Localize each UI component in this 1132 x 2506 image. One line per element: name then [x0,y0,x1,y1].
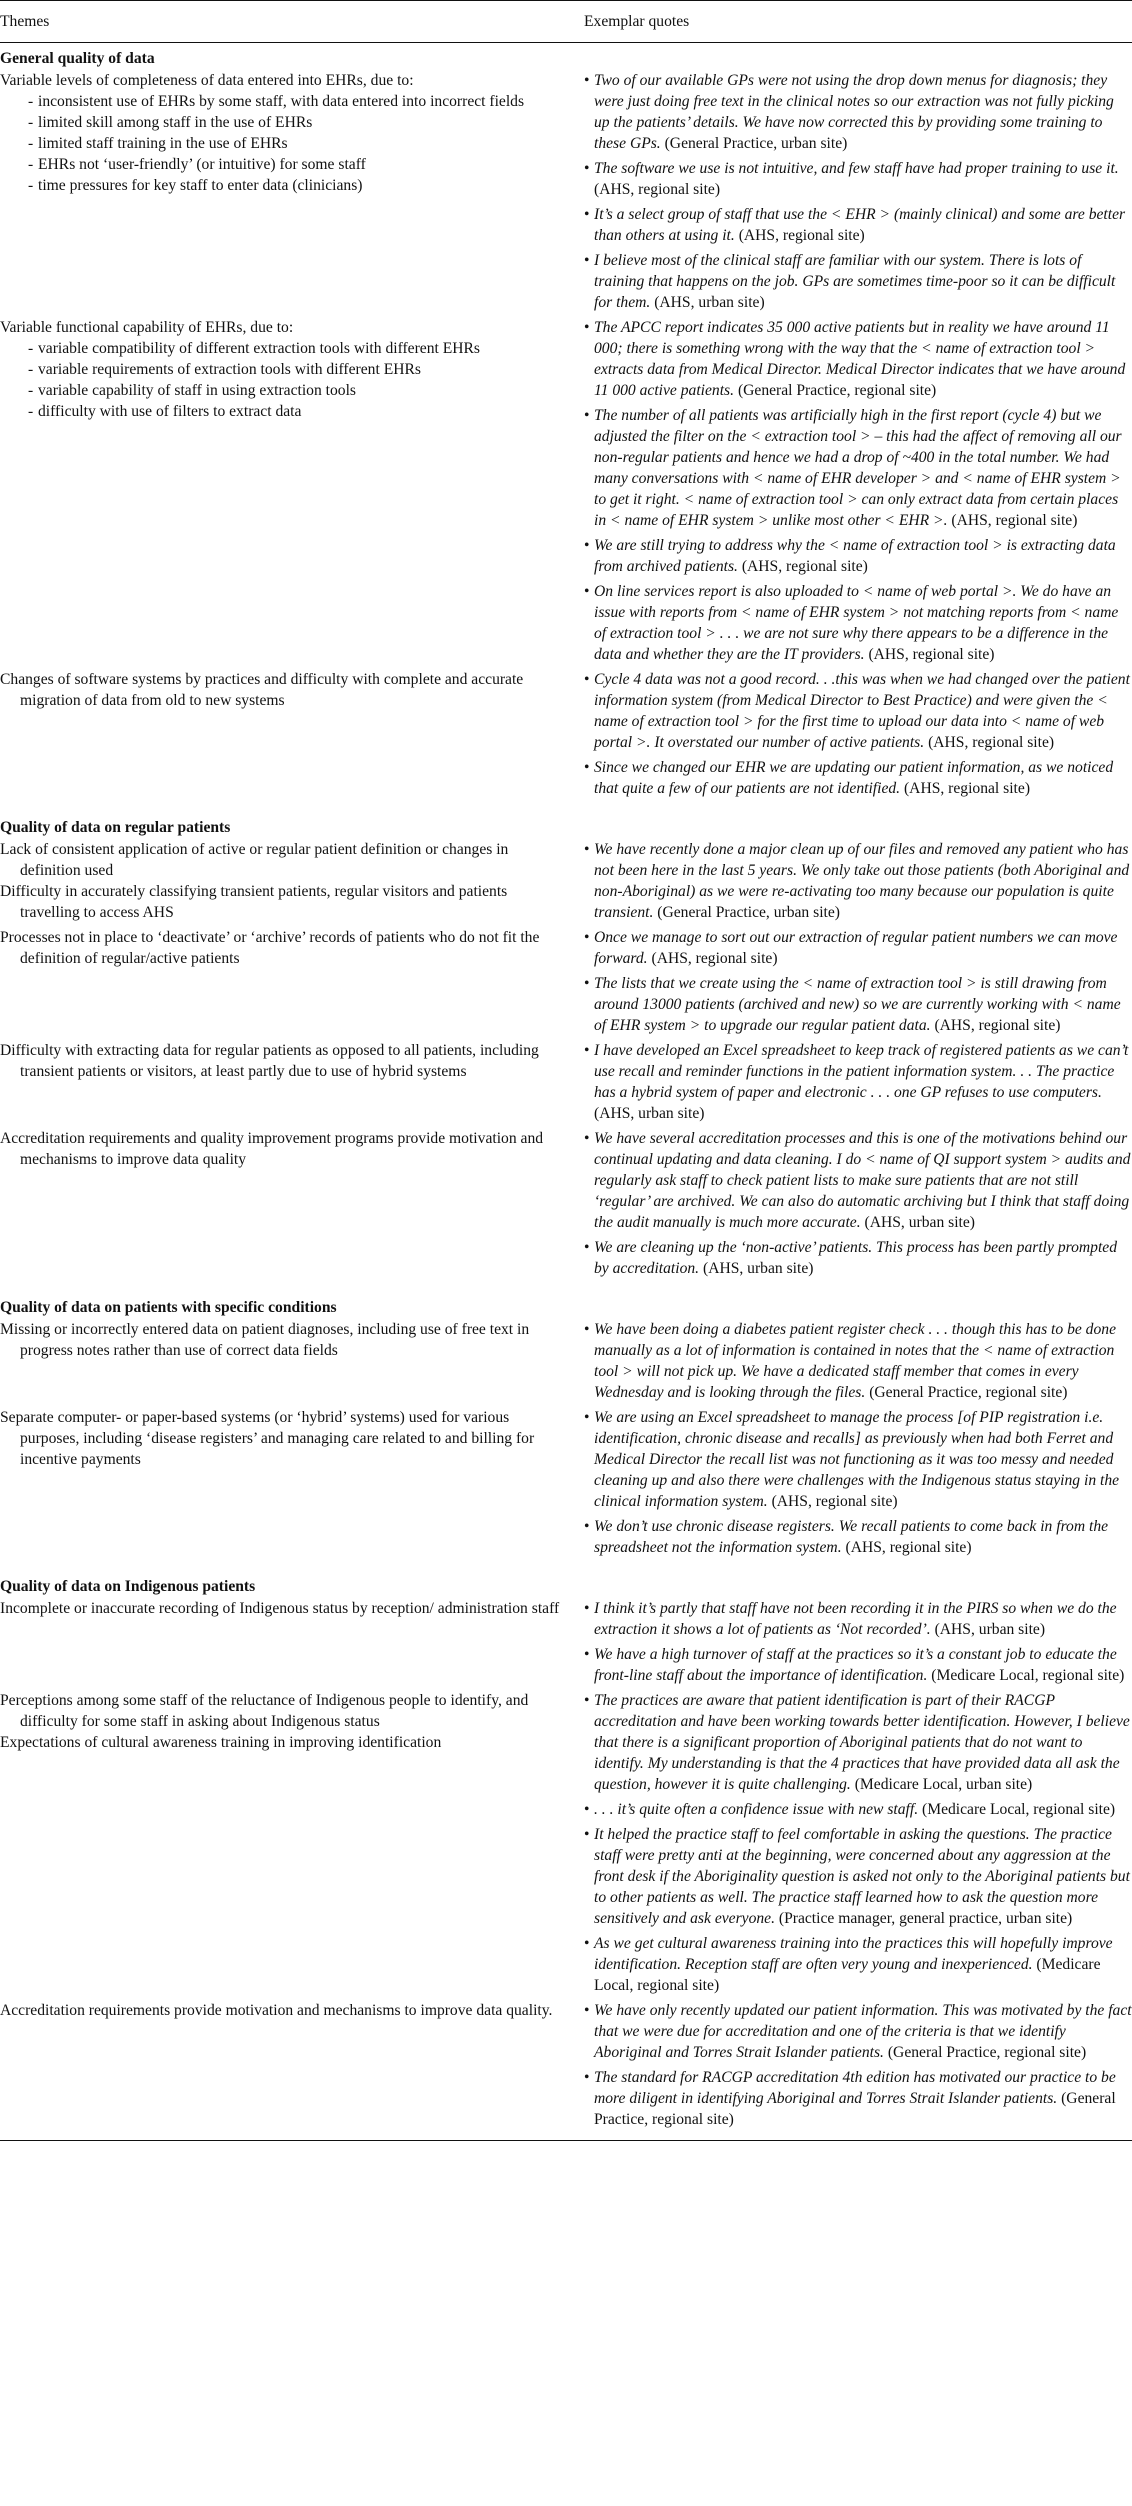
bullet-icon: • [584,1646,590,1663]
theme-subitem [0,91,570,112]
dash-marker: - [28,382,34,399]
dash-marker: - [28,340,34,357]
theme-row [0,1598,1132,1690]
theme-cell [0,2000,584,2134]
theme-row [0,1690,1132,2000]
theme-row [0,70,1132,317]
quote-source: (AHS, regional site) [651,950,778,967]
subitem-text: limited staff training in the use of EHRs [38,135,288,152]
theme-subitem [0,380,570,401]
dash-marker: - [28,403,34,420]
bullet-icon: • [584,160,590,177]
quote-text: The software we use is not intuitive, and few staff have had proper training to use it. [594,160,1119,177]
quote-source: (General Practice, regional site) [737,382,937,399]
theme-cell [0,1319,584,1407]
quote-source: (AHS, urban site) [934,1621,1046,1638]
quote-text: The lists that we create using the < name of extraction tool > is still drawing from around 13000 patients (archived and new) so we are currently working with < name of EHR system > to upgrade our regular patient data. [594,975,1121,1034]
bullet-icon: • [584,2069,590,2086]
quote-text: Cycle 4 data was not a good record. . .this was when we had changed over the patient information system (from Medical Director to Best Practice) and were given the < name of extraction tool > for the first time to upload our data into < name of web portal >. It overstated our number of active patients. [594,671,1130,751]
quote-source: (General Practice, regional site) [594,2090,1116,2128]
quotes-cell [584,317,1132,669]
theme-text: Processes not in place to ‘deactivate’ or ‘archive’ records of patients who do not fit the definition of regular/active patients [0,929,540,967]
exemplar-quote [584,535,1132,577]
dash-marker: - [28,361,34,378]
theme-text: Accreditation requirements provide motivation and mechanisms to improve data quality. [0,2002,553,2019]
theme-cell [0,1598,584,1690]
bullet-icon: • [584,72,590,89]
quote-text: We don’t use chronic disease registers. We recall patients to come back in from the spreadsheet not the information system. [594,1518,1109,1556]
quotes-cell [584,70,1132,317]
quote-source: (AHS, urban site) [703,1260,814,1277]
theme-subitem [0,154,570,175]
bullet-icon: • [584,1826,590,1843]
quote-source: (AHS, regional site) [934,1017,1061,1034]
subitem-text: variable requirements of extraction tools with different EHRs [38,361,421,378]
theme-text: Separate computer- or paper-based systems (or ‘hybrid’ systems) used for various purposes, including ‘disease registers’ and managing care related to and billing for incentive payments [0,1409,535,1468]
quote-source: (AHS, regional site) [738,227,865,244]
theme-subitem [0,338,570,359]
quotes-cell [584,1128,1132,1283]
quotes-cell [584,669,1132,803]
theme-text: Incomplete or inaccurate recording of Indigenous status by reception/ administration staff [0,1600,560,1617]
theme-cell [0,839,584,927]
bullet-icon: • [584,975,590,992]
quotes-cell [584,1407,1132,1562]
exemplar-quote [584,250,1132,313]
quote-text: We are using an Excel spreadsheet to manage the process [of PIP registration i.e. identification, chronic disease and recalls] as previously when had both Ferret and Medical Director the recall list was not functioning as it was too messy and needed cleaning up and also there were challenges with the Indigenous status staying in the clinical information system. [594,1409,1120,1510]
quote-text: We are cleaning up the ‘non-active’ patients. This process has been partly prompted by accreditation. [594,1239,1118,1277]
exemplar-quote [584,973,1132,1036]
quotes-cell [584,1598,1132,1690]
quote-source: (AHS, urban site) [654,294,765,311]
exemplar-quote [584,1040,1132,1124]
quote-source: (Medicare Local, regional site) [922,1801,1116,1818]
quote-source: (General Practice, urban site) [657,904,840,921]
bullet-icon: • [584,1935,590,1952]
exemplar-quote [584,317,1132,401]
header-themes: Themes [0,1,584,43]
quote-text: The standard for RACGP accreditation 4th edition has motivated our practice to be more diligent in identifying Aboriginal and Torres Strait Islander patients. [594,2069,1116,2107]
subitem-text: difficulty with use of filters to extract data [38,403,302,420]
table-bottom-rule [0,2134,1132,2141]
quote-source: (AHS, regional site) [845,1539,972,1556]
exemplar-quote [584,1824,1132,1929]
quote-source: (AHS, urban site) [594,1105,705,1122]
subitem-text: time pressures for key staff to enter data (clinicians) [38,177,363,194]
bullet-icon: • [584,206,590,223]
quote-text: Once we manage to sort out our extraction of regular patient numbers we can move forward. [594,929,1118,967]
dash-marker: - [28,177,34,194]
theme-subitem [0,133,570,154]
bullet-icon: • [584,583,590,600]
quote-text: . . . it’s quite often a confidence issue with new staff. [594,1801,919,1818]
exemplar-quote [584,70,1132,154]
theme-text: Variable levels of completeness of data entered into EHRs, due to: [0,72,414,89]
quote-text: We have several accreditation processes and this is one of the motivations behind our continual updating and data cleaning. I do < name of QI support system > audits and regularly ask staff to check patient lists to make sure patients that are not still ‘regular’ are archived. We can also do automatic archiving but I think that staff doing the audit manually is much more accurate. [594,1130,1131,1231]
quotes-cell [584,1040,1132,1128]
quote-text: It helped the practice staff to feel comfortable in asking the questions. The practice staff were pretty anti at the beginning, were concerned about any aggression at the front desk if the Aboriginality question is asked not only to the Aboriginal patients but to other patients as well. The practice staff learned how to ask the question more sensitively and ask everyone. [594,1826,1130,1927]
quotes-cell [584,2000,1132,2134]
exemplar-quote [584,204,1132,246]
quote-text: I think it’s partly that staff have not been recording it in the PIRS so when we do the extraction it shows a lot of patients as ‘Not recorded’. [594,1600,1117,1638]
subitem-text: inconsistent use of EHRs by some staff, with data entered into incorrect fields [38,93,525,110]
theme-cell [0,1128,584,1283]
bullet-icon: • [584,1518,590,1535]
section-heading-row [0,803,1132,839]
bullet-icon: • [584,1239,590,1256]
theme-cell [0,1407,584,1562]
exemplar-quote [584,1237,1132,1279]
exemplar-quote [584,1598,1132,1640]
subitem-text: variable compatibility of different extraction tools with different EHRs [38,340,480,357]
exemplar-quote [584,1690,1132,1795]
section-heading-row [0,1562,1132,1598]
exemplar-quote [584,1319,1132,1403]
dash-marker: - [28,93,34,110]
bullet-icon: • [584,759,590,776]
section-title: General quality of data [0,50,155,67]
theme-row [0,317,1132,669]
bullet-icon: • [584,1042,590,1059]
quote-source: (AHS, regional site) [868,646,995,663]
exemplar-quote [584,581,1132,665]
exemplar-quote [584,1407,1132,1512]
section-heading-row [0,1283,1132,1319]
quotes-cell [584,927,1132,1040]
quote-source: (AHS, regional site) [928,734,1055,751]
exemplar-quote [584,1644,1132,1686]
theme-cell [0,1690,584,2000]
theme-row [0,1407,1132,1562]
header-row [0,1,1132,43]
exemplar-quote [584,1933,1132,1996]
quote-text: I have developed an Excel spreadsheet to keep track of registered patients as we can’t use recall and reminder functions in the patient information system. . . The practice has a hybrid system of paper and electronic . . . one GP refuses to use computers. [594,1042,1129,1101]
quotes-cell [584,1690,1132,2000]
bullet-icon: • [584,1692,590,1709]
theme-cell [0,70,584,317]
bullet-icon: • [584,1409,590,1426]
subitem-text: limited skill among staff in the use of EHRs [38,114,313,131]
dash-marker: - [28,156,34,173]
theme-text: Variable functional capability of EHRs, due to: [0,319,294,336]
bullet-icon: • [584,2002,590,2019]
theme-subitem [0,112,570,133]
dash-marker: - [28,135,34,152]
subitem-text: variable capability of staff in using extraction tools [38,382,356,399]
theme-cell [0,1040,584,1128]
theme-text: Accreditation requirements and quality improvement programs provide motivation and mechanisms to improve data quality [0,1130,544,1168]
quotes-cell [584,839,1132,927]
exemplar-quote [584,1799,1132,1820]
quote-text: We have a high turnover of staff at the practices so it’s a constant job to educate the front-line staff about the importance of identification. [594,1646,1117,1684]
exemplar-quote [584,757,1132,799]
quote-source: (General Practice, urban site) [664,135,848,152]
quote-text: It’s a select group of staff that use the < EHR > (mainly clinical) and some are better than others at using it. [594,206,1126,244]
exemplar-quote [584,2067,1132,2130]
quote-source: (Medicare Local, regional site) [931,1667,1125,1684]
quote-source: (AHS, urban site) [864,1214,975,1231]
quote-source: (Medicare Local, regional site) [594,1956,1101,1994]
quote-text: Since we changed our EHR we are updating our patient information, as we noticed that quite a few of our patients are not identified. [594,759,1114,797]
quote-text: We have recently done a major clean up of our files and removed any patient who has not been here in the last 5 years. We only take out those patients (both Aboriginal and non-Aboriginal) as we were re-activating too many because our population is quite transient. [594,841,1130,921]
exemplar-quote [584,1516,1132,1558]
theme-text: Perceptions among some staff of the reluctance of Indigenous people to identify, and difficulty for some staff in asking about Indigenous status [0,1692,529,1730]
theme-subitem [0,359,570,380]
quote-text: The APCC report indicates 35 000 active patients but in reality we have around 11 000; there is something wrong with the way that the < name of extraction tool > extracts data from Medical Director. Medical Director indicates that we have around 11 000 active patients. [594,319,1126,399]
bullet-icon: • [584,252,590,269]
quote-text: The number of all patients was artificially high in the first report (cycle 4) but we adjusted the filter on the < extraction tool > – this had the affect of removing all our non-regular patients and hence we had a drop of ~400 in the total number. We had many conversations with < name of EHR developer > and < name of EHR system > to get it right. < name of extraction tool > can only extract data from certain places in < name of EHR system > unlike most other < EHR >. [594,407,1122,529]
theme-text: Expectations of cultural awareness training in improving identification [0,1734,442,1751]
theme-row [0,669,1132,803]
bullet-icon: • [584,841,590,858]
theme-cell [0,927,584,1040]
bullet-icon: • [584,671,590,688]
exemplar-quote [584,1128,1132,1233]
theme-row [0,1319,1132,1407]
quote-source: (Practice manager, general practice, urban site) [778,1910,1073,1927]
bullet-icon: • [584,1801,590,1818]
quote-source: (AHS, regional site) [951,512,1078,529]
table-body [0,43,1132,2135]
quote-text: We have been doing a diabetes patient register check . . . though this has to be done manually as a lot of information is contained in notes that the < name of extraction tool > will not pick up. We have a dedicated staff member that comes in every Wednesday and is looking through the files. [594,1321,1116,1401]
theme-cell [0,317,584,669]
exemplar-quote [584,158,1132,200]
bullet-icon: • [584,929,590,946]
section-title: Quality of data on Indigenous patients [0,1578,256,1595]
theme-subitem [0,401,570,422]
section-title: Quality of data on regular patients [0,819,231,836]
quote-text: We have only recently updated our patient information. This was motivated by the fact that we were due for accreditation and one of the criteria is that we identify Aboriginal and Torres Strait Islander patients. [594,2002,1132,2061]
theme-row [0,1040,1132,1128]
quote-source: (AHS, regional site) [741,558,868,575]
theme-text: Lack of consistent application of active or regular patient definition or changes in definition used [0,841,509,879]
bullet-icon: • [584,537,590,554]
theme-subitem [0,175,570,196]
header-exemplar-quotes: Exemplar quotes [584,1,1132,43]
bullet-icon: • [584,319,590,336]
theme-text: Difficulty in accurately classifying transient patients, regular visitors and patients travelling to access AHS [0,883,508,921]
exemplar-quote [584,669,1132,753]
dash-marker: - [28,114,34,131]
theme-text: Changes of software systems by practices and difficulty with complete and accurate migration of data from old to new systems [0,671,524,709]
theme-row [0,2000,1132,2134]
quote-text: On line services report is also uploaded to < name of web portal >. We do have an issue with reports from < name of EHR system > not matching reports from < name of extraction tool > . . . we are not sure why there appears to be a difference in the data and whether they are the IT providers. [594,583,1119,663]
theme-row [0,1128,1132,1283]
exemplar-quote [584,2000,1132,2063]
exemplar-quote [584,927,1132,969]
bullet-icon: • [584,1321,590,1338]
quote-text: I believe most of the clinical staff are familiar with our system. There is lots of training that happens on the job. GPs are sometimes time-poor so it can be difficult for them. [594,252,1116,311]
quote-text: As we get cultural awareness training into the practices this will hopefully improve identification. Reception staff are often very young and inexperienced. [594,1935,1113,1973]
quotes-cell [584,1319,1132,1407]
theme-text: Difficulty with extracting data for regular patients as opposed to all patients, including transient patients or visitors, at least partly due to use of hybrid systems [0,1042,539,1080]
quote-source: (General Practice, regional site) [869,1384,1068,1401]
quote-source: (AHS, regional site) [771,1493,898,1510]
bullet-icon: • [584,1130,590,1147]
subitem-text: EHRs not ‘user-friendly’ (or intuitive) for some staff [38,156,366,173]
quote-text: Two of our available GPs were not using the drop down menus for diagnosis; they were just doing free text in the clinical notes so our extraction was not fully picking up the patients’ details. We have now corrected this by providing some training to these GPs. [594,72,1114,152]
bullet-icon: • [584,407,590,424]
theme-row [0,839,1132,927]
quote-source: (AHS, regional site) [594,181,721,198]
exemplar-quote [584,839,1132,923]
section-title: Quality of data on patients with specific conditions [0,1299,337,1316]
quote-text: We are still trying to address why the < name of extraction tool > is extracting data from archived patients. [594,537,1116,575]
quote-source: (General Practice, regional site) [887,2044,1087,2061]
quote-source: (AHS, regional site) [903,780,1031,797]
theme-cell [0,669,584,803]
quote-text: The practices are aware that patient identification is part of their RACGP accreditation and have been working towards better identification. However, I believe that there is a significant proportion of Aboriginal patients that do not want to identify. My understanding is that the 4 practices that have provided data all ask the question, however it is quite challenging. [594,1692,1130,1793]
theme-text: Missing or incorrectly entered data on patient diagnoses, including use of free text in progress notes rather than use of correct data fields [0,1321,530,1359]
theme-row [0,927,1132,1040]
section-heading-row [0,43,1132,71]
bullet-icon: • [584,1600,590,1617]
exemplar-quote [584,405,1132,531]
quote-source: (Medicare Local, urban site) [854,1776,1033,1793]
